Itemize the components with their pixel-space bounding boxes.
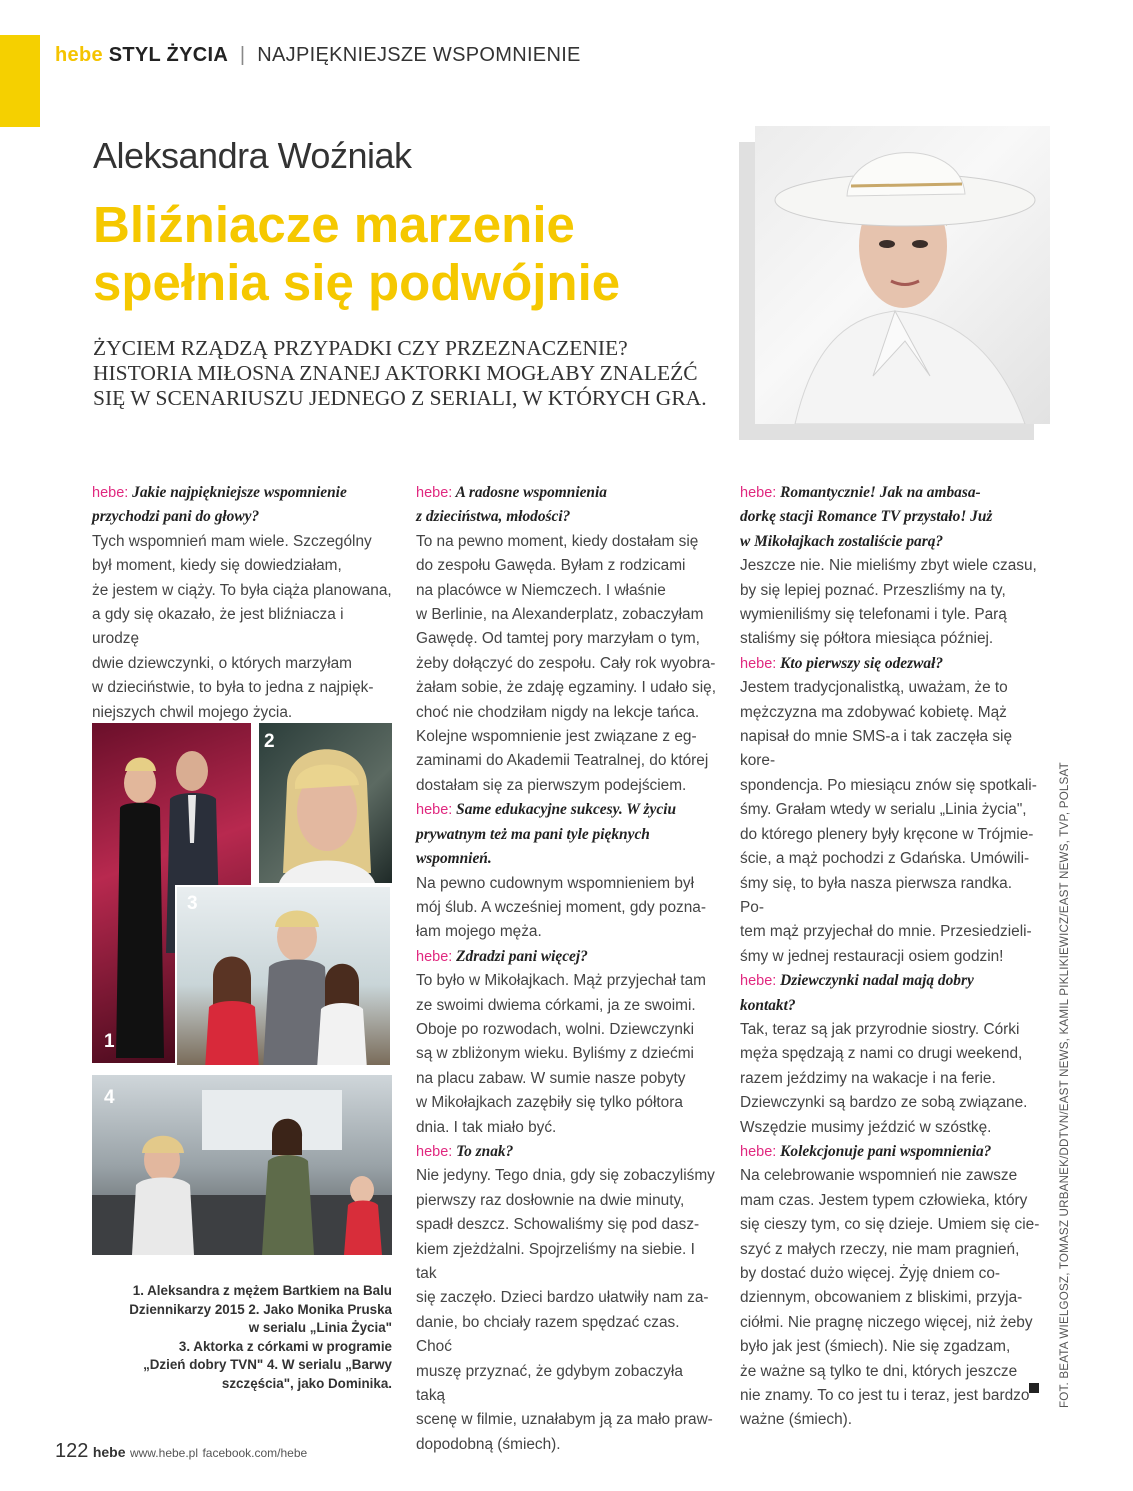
answer-line: zaminami do Akademii Teatralnej, do której [416, 752, 709, 770]
photo-number: 1 [104, 1031, 115, 1052]
answer-line: męża spędzają z nami co drugi weekend, [740, 1045, 1023, 1063]
answer-line: nie znamy. To co jest tu i teraz, jest bardzo [740, 1387, 1030, 1405]
caption-line: 1. Aleksandra z mężem Bartkiem na Balu [132, 1283, 392, 1298]
article-author: Aleksandra Woźniak [93, 135, 412, 176]
answer-line: Na celebrowanie wspomnień nie zawsze [740, 1167, 1018, 1185]
answer-line: To było w Mikołajkach. Mąż przyjechał tam [416, 972, 706, 990]
answer-line: że jestem w ciąży. To była ciąża planowana, [92, 581, 392, 599]
hebe-question-marker: hebe: [740, 655, 777, 672]
footer-brand: hebe [92, 1444, 126, 1460]
answer-line: dostałam się za pierwszym podejściem. [416, 776, 687, 794]
question-line: kontakt? [740, 996, 796, 1014]
photo-number: 4 [104, 1087, 115, 1108]
answer-line: do którego plenery były kręcone w Trójmie- [740, 825, 1034, 843]
answer-line: śmy. Grałam wtedy w serialu „Linia życia", [740, 801, 1027, 819]
answer-line: żałam sobie, że zdaję egzaminy. I udało się, [416, 679, 716, 697]
caption-line: w serialu „Linia Życia" [248, 1320, 392, 1336]
answer-line: dwie dziewczynki, o których marzyłam [92, 654, 353, 672]
answer-line: na placu zabaw. W sumie nasze pobyty [416, 1069, 686, 1087]
lead-line: HISTORIA MIŁOSNA ZNANEJ AKTORKI MOGŁABY ZNALEŹĆ [93, 361, 698, 385]
question-line: w Mikołajkach zostaliście parą? [740, 532, 944, 550]
question-line: prywatnym też ma pani tyle pięknych [416, 825, 650, 843]
photo-4 [92, 1075, 392, 1255]
hebe-question-marker: hebe: [740, 973, 777, 990]
answer-line: Wszędzie musimy jeździć w szóstkę. [740, 1118, 992, 1136]
column-1 [92, 481, 394, 725]
footer-site-link[interactable]: www.hebe.pl [129, 1446, 199, 1460]
footer-facebook-link[interactable]: facebook.com/hebe [202, 1446, 308, 1460]
hebe-question-marker: hebe: [740, 485, 777, 501]
answer-line: mężczyzna ma zdobywać kobietę. Mąż [740, 703, 1007, 721]
brand-logo: hebe [55, 44, 103, 66]
answer-line: a gdy się okazało, że jest bliźniacza i urodzę [92, 606, 344, 648]
answer-line: spadł deszcz. Schowaliśmy się pod dasz- [416, 1216, 700, 1234]
answer-line: niejszych chwil mojego życia. [92, 703, 293, 721]
photo-3 [175, 885, 392, 1067]
answer-line: Kolejne wspomnienie jest związane z eg- [416, 728, 697, 746]
answer-line: ze swoimi dwiema córkami, ja ze swoimi. [416, 996, 696, 1014]
answer-line: choć nie chodziłam nigdy na lekcje tańca. [416, 703, 700, 721]
answer-line: do zespołu Gawęda. Byłam z rodzicami [416, 557, 686, 575]
hebe-question-marker: hebe: [416, 485, 453, 501]
answer-line: staliśmy się półtora miesiąca później. [740, 630, 994, 648]
photo-2 [259, 723, 392, 883]
title-line: Bliźniacze marzenie [93, 196, 575, 253]
question: hebe: Kolekcjonuje pani wspomnienia? [740, 1142, 992, 1160]
answer-line: by się lepiej poznać. Przeszliśmy na ty, [740, 581, 1006, 599]
answer-line: muszę przyznać, że gdybym zobaczyła taką [416, 1362, 683, 1405]
portrait-photo [755, 126, 1050, 424]
answer-line: są w zbliżonym wieku. Byliśmy z dziećmi [416, 1045, 694, 1063]
answer-line: śmy się, to była nasza pierwsza randka. Po- [740, 874, 1013, 916]
page-number: 122 [55, 1440, 89, 1462]
end-of-article-square [1029, 1383, 1039, 1393]
answer-line: Dziewczynki są bardzo ze sobą związane. [740, 1094, 1028, 1112]
answer-line: szyć z małych rzeczy, nie mam pragnień, [740, 1240, 1020, 1258]
answer-line: Tak, teraz są jak przyrodnie siostry. Córki [740, 1020, 1020, 1038]
answer-line: Jeszcze nie. Nie mieliśmy zbyt wiele czasu, [740, 557, 1037, 575]
answer-line: razem jeździmy na wakacje i na ferie. [740, 1069, 996, 1087]
header-separator: | [239, 44, 246, 66]
question: hebe: Dziewczynki nadal mają dobry [740, 972, 974, 990]
answer-line: dopodobną (śmiech). [416, 1435, 561, 1453]
caption-line: „Dzień dobry TVN" 4. W serialu „Barwy [143, 1357, 392, 1373]
question: hebe: Jakie najpiękniejsze wspomnienie [92, 484, 347, 501]
subsection-name: NAJPIĘKNIEJSZE WSPOMNIENIE [257, 44, 581, 66]
section-name: STYL ŻYCIA [108, 44, 229, 66]
question: hebe: A radosne wspomnienia [416, 484, 607, 501]
question: hebe: To znak? [416, 1142, 514, 1160]
question-line: z dzieciństwa, młodości? [416, 508, 571, 526]
answer-line: ciółmi. Nie pragnę niczego więcej, niż żeby [740, 1313, 1033, 1331]
answer-line: w dzieciństwie, to była to jedna z najpięk- [92, 679, 374, 697]
caption-line: 3. Aktorka z córkami w programie [178, 1338, 392, 1354]
answer-line: mój ślub. A wcześniej moment, gdy pozna- [416, 898, 706, 916]
question-line: dorkę stacji Romance TV przystało! Już [740, 508, 993, 526]
question-line: wspomnień. [416, 850, 492, 868]
question: hebe: Romantycznie! Jak na ambasa- [740, 484, 981, 501]
hebe-question-marker: hebe: [92, 485, 129, 501]
answer-line: danie, bo chciały razem spędzać czas. Choć [416, 1313, 680, 1356]
answer-line: mam czas. Jestem typem człowieka, który [740, 1191, 1028, 1209]
hebe-question-marker: hebe: [416, 948, 453, 965]
hebe-question-marker: hebe: [740, 1143, 777, 1160]
answer-line: w Mikołajkach zazębiły się tylko półtora [416, 1094, 683, 1112]
answer-line: by dostać dużo więcej. Żyję dniem co- [740, 1265, 1001, 1282]
page-footer [55, 1440, 307, 1463]
photo-number: 2 [264, 731, 275, 752]
answer-line: dziennym, obcowaniem z bliskimi, przyja- [740, 1289, 1023, 1307]
photo-credits: FOT. BEATA WIELGOSZ, TOMASZ URBANEK/DDTVN/EAST NEWS, KAMIL PIKLIKIEWICZ/EAST NEWS, TVP, POLSAT [1058, 762, 1071, 1408]
answer-line: ważne (śmiech). [740, 1411, 853, 1429]
answer-line: Gawędę. Od tamtej pory marzyłam o tym, [416, 630, 700, 648]
answer-line: spondencja. Po miesiącu znów się spotkali- [740, 776, 1037, 794]
answer-line: się cieszy tym, co się dzieje. Umiem się cie- [740, 1216, 1040, 1234]
answer-line: Jestem tradycjonalistką, uważam, że to [740, 679, 1008, 697]
answer-line: Oboje po rozwodach, wolni. Dziewczynki [416, 1020, 695, 1038]
answer-line: napisał do mnie SMS-a i tak zaczęła się kore- [740, 728, 1013, 770]
answer-line: było jak jest (śmiech). Nie się zgadzam, [740, 1338, 1011, 1356]
lead-line: ŻYCIEM RZĄDZĄ PRZYPADKI CZY PRZEZNACZENIE? [93, 336, 628, 360]
answer-line: dnia. I tak miało być. [416, 1118, 557, 1136]
answer-line: na placówce w Niemczech. I właśnie [416, 581, 666, 599]
answer-line: Nie jedyny. Tego dnia, gdy się zobaczyliśmy [416, 1167, 715, 1185]
photo-caption [92, 1282, 392, 1394]
article-lead [93, 336, 733, 411]
answer-line: łam mojego męża. [416, 923, 542, 941]
photo-number: 3 [187, 893, 198, 914]
answer-line: kiem zjeżdżalni. Spojrzeliśmy na siebie. I tak [416, 1240, 695, 1282]
answer-line: śmy w jednej restauracji osiem godzin! [740, 947, 1004, 965]
hebe-question-marker: hebe: [416, 1143, 453, 1160]
hebe-question-marker: hebe: [416, 802, 453, 819]
section-header [55, 44, 581, 67]
question: hebe: Same edukacyjne sukcesy. W życiu [416, 801, 677, 819]
caption-line: szczęścia", jako Dominika. [221, 1375, 392, 1391]
title-line: spełnia się podwójnie [93, 254, 621, 311]
column-3 [740, 481, 1040, 1433]
yellow-section-tab [0, 35, 40, 127]
question: hebe: Zdradzi pani więcej? [416, 947, 588, 965]
answer-line: Tych wspomnień mam wiele. Szczególny [92, 532, 372, 550]
answer-line: pierwszy raz dosłownie na dwie minuty, [416, 1191, 685, 1209]
answer-line: w Berlinie, na Alexanderplatz, zobaczyłam [416, 606, 704, 624]
answer-line: że ważne są tylko te dni, których jeszcze [740, 1362, 1018, 1380]
answer-line: wymieniliśmy się telefonami i tyle. Parą [740, 606, 1007, 624]
answer-line: ście, a mąż pochodzi z Gdańska. Umówili- [740, 850, 1030, 868]
answer-line: scenę w filmie, uznałabym ją za mało praw- [416, 1411, 713, 1429]
question-line: przychodzi pani do głowy? [92, 508, 260, 526]
lead-line: SIĘ W SCENARIUSZU JEDNEGO Z SERIALI, W KTÓRYCH GRA. [93, 386, 707, 410]
question: hebe: Kto pierwszy się odezwał? [740, 654, 944, 672]
answer-line: był moment, kiedy się dowiedziałam, [92, 557, 342, 575]
answer-line: się zaczęło. Dzieci bardzo ułatwiły nam za- [416, 1289, 709, 1307]
answer-line: tem mąż przyjechał do mnie. Przesiedzieli- [740, 923, 1032, 941]
answer-line: To na pewno moment, kiedy dostałam się [416, 532, 699, 550]
column-2 [416, 481, 716, 1457]
article-title [93, 196, 733, 312]
answer-line: Na pewno cudownym wspomnieniem był [416, 874, 695, 892]
caption-line: Dziennikarzy 2015 2. Jako Monika Pruska [129, 1301, 392, 1317]
answer-line: żeby dołączyć do zespołu. Cały rok wyobra- [416, 654, 716, 672]
